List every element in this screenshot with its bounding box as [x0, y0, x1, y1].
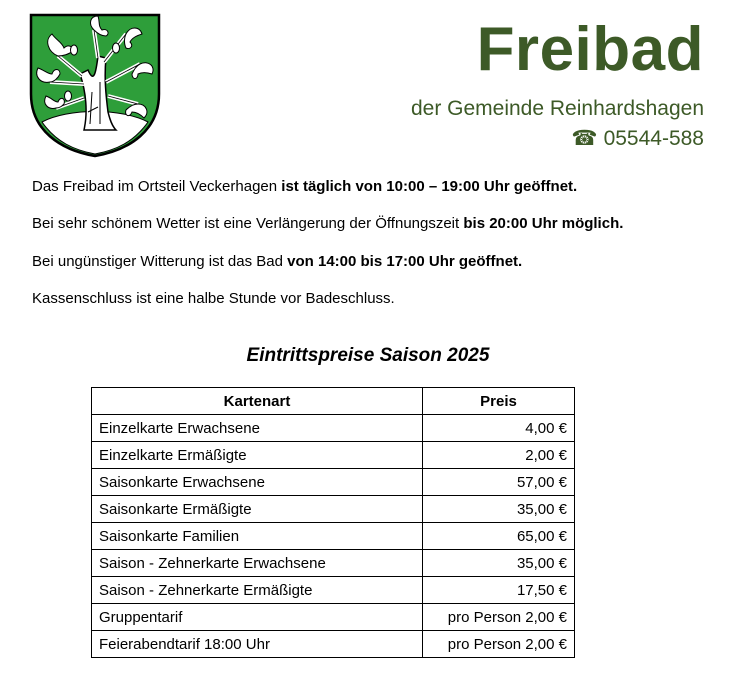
price-cell: 4,00 € [423, 415, 575, 442]
paragraph-text: Bei sehr schönem Wetter ist eine Verlängerung der Öffnungszeit [32, 215, 464, 232]
page-title: Freibad [476, 15, 704, 84]
table-row [92, 469, 575, 496]
extension-paragraph [32, 215, 623, 233]
price-table [91, 387, 575, 658]
card-type-cell: Saisonkarte Erwachsene [92, 469, 423, 496]
card-type-cell: Saison - Zehnerkarte Ermäßigte [92, 577, 423, 604]
price-table-title: Eintrittspreise Saison 2025 [246, 345, 490, 366]
card-type-cell: Gruppentarif [92, 604, 423, 631]
price-cell: 17,50 € [423, 577, 575, 604]
column-header-price: Preis [423, 388, 575, 415]
column-header-card-type: Kartenart [92, 388, 423, 415]
card-type-cell: Einzelkarte Ermäßigte [92, 442, 423, 469]
price-cell: pro Person 2,00 € [423, 631, 575, 658]
table-row [92, 550, 575, 577]
table-row [92, 604, 575, 631]
table-row [92, 631, 575, 658]
price-cell: 35,00 € [423, 550, 575, 577]
paragraph-bold-text: von 14:00 bis 17:00 Uhr geöffnet. [287, 253, 523, 270]
price-cell: pro Person 2,00 € [423, 604, 575, 631]
price-cell: 2,00 € [423, 442, 575, 469]
card-type-cell: Saison - Zehnerkarte Erwachsene [92, 550, 423, 577]
table-row [92, 415, 575, 442]
opening-hours-paragraph [32, 178, 577, 196]
card-type-cell: Feierabendtarif 18:00 Uhr [92, 631, 423, 658]
paragraph-text: Kassenschluss ist eine halbe Stunde vor Badeschluss. [32, 290, 395, 307]
coat-of-arms-icon [28, 12, 162, 158]
telephone-icon: ☎ [571, 127, 598, 150]
paragraph-text: Das Freibad im Ortsteil Veckerhagen [32, 178, 282, 195]
phone-number-text: 05544-588 [603, 127, 704, 150]
table-row [92, 523, 575, 550]
paragraph-text: Bei ungünstiger Witterung ist das Bad [32, 253, 288, 270]
table-row [92, 577, 575, 604]
paragraph-bold-text: ist täglich von 10:00 – 19:00 Uhr geöffnet. [281, 178, 578, 195]
table-row [92, 442, 575, 469]
bad-weather-paragraph [32, 253, 522, 271]
card-type-cell: Saisonkarte Ermäßigte [92, 496, 423, 523]
card-type-cell: Einzelkarte Erwachsene [92, 415, 423, 442]
price-cell: 35,00 € [423, 496, 575, 523]
table-header-row [92, 388, 575, 415]
card-type-cell: Saisonkarte Familien [92, 523, 423, 550]
table-row [92, 496, 575, 523]
price-cell: 57,00 € [423, 469, 575, 496]
paragraph-bold-text: bis 20:00 Uhr möglich. [463, 215, 624, 232]
phone-number [571, 126, 704, 151]
price-cell: 65,00 € [423, 523, 575, 550]
subtitle: der Gemeinde Reinhardshagen [410, 97, 704, 120]
cash-desk-paragraph [32, 290, 395, 308]
